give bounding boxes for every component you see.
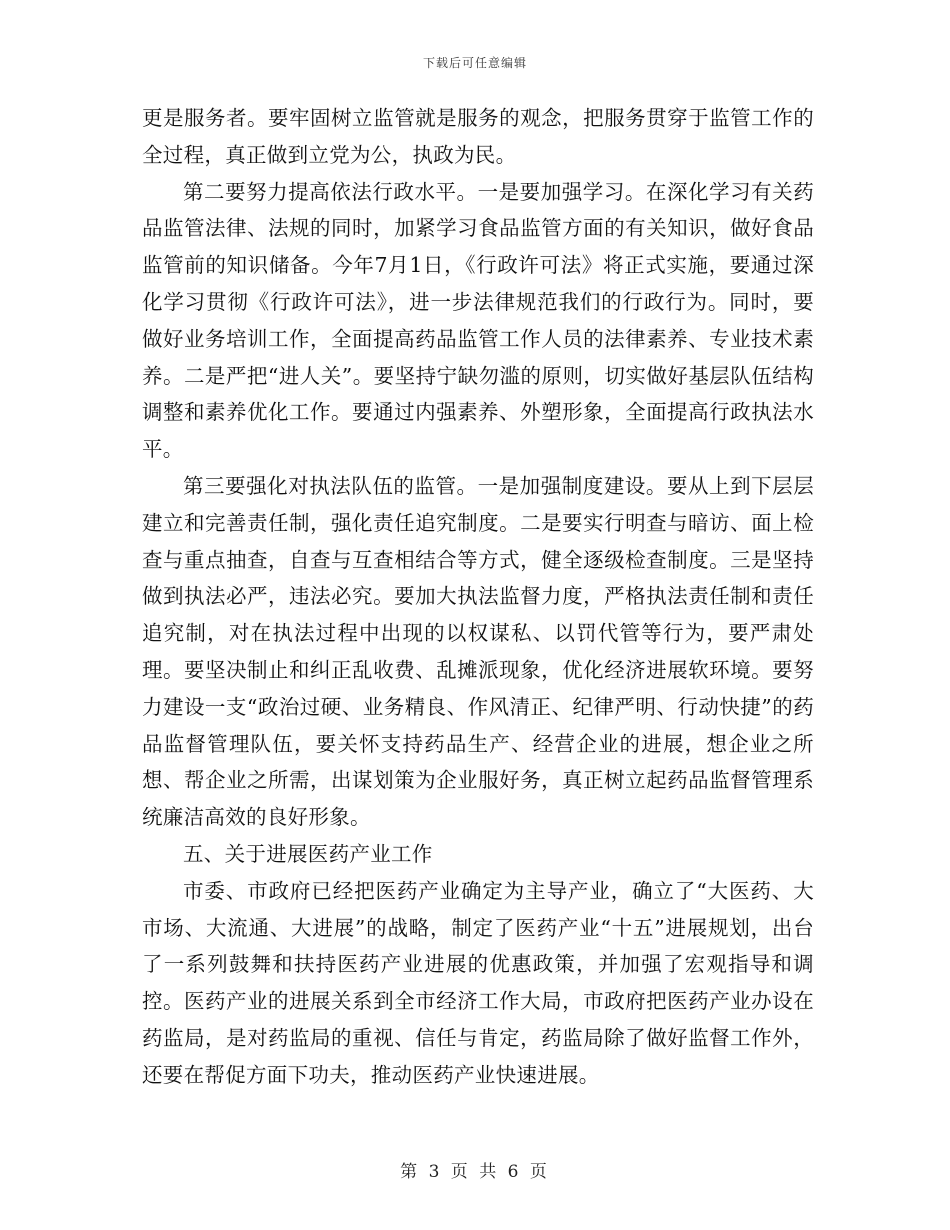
paragraph-1: 更是服务者。要牢固树立监管就是服务的观念，把服务贯穿于监管工作的全过程，真正做到立党为公，执政为民。 bbox=[142, 106, 814, 167]
page-number: 第 3 页 共 6 页 bbox=[400, 1162, 550, 1182]
document-body bbox=[142, 100, 814, 1094]
paragraph-4: 市委、市政府已经把医药产业确定为主导产业，确立了“大医药、大市场、大流通、大进展”的战略，制定了医药产业“十五”进展规划，出台了一系列鼓舞和扶持医药产业进展的优惠政策，并加强了宏观指导和调控。医药产业的进展关系到全市经济工作大局，市政府把医药产业办设在药监局，是对药监局的重视、信任与肯定，药监局除了做好监督工作外，还要在帮促方面下功夫，推动医药产业快速进展。 bbox=[142, 878, 814, 1087]
paragraph-3: 第三要强化对执法队伍的监管。一是加强制度建设。要从上到下层层建立和完善责任制，强化责任追究制度。二是要实行明查与暗访、面上检查与重点抽查，自查与互查相结合等方式，健全逐级检查制度。三是坚持做到执法必严，违法必究。要加大执法监督力度，严格执法责任制和责任追究制，对在执法过程中出现的以权谋私、以罚代管等行为，要严肃处理。要坚决制止和纠正乱收费、乱摊派现象，优化经济进展软环境。要努力建设一支“政治过硬、业务精良、作风清正、纪律严明、行动快捷”的药品监督管理队伍，要关怀支持药品生产、经营企业的进展，想企业之所想、帮企业之所需，出谋划策为企业服好务，真正树立起药品监督管理系统廉洁高效的良好形象。 bbox=[142, 473, 814, 830]
page-header: 下载后可任意编辑 bbox=[422, 56, 527, 70]
paragraph-2: 第二要努力提高依法行政水平。一是要加强学习。在深化学习有关药品监管法律、法规的同时，加紧学习食品监管方面的有关知识，做好食品监管前的知识储备。今年7月1日，《行政许可法》将正式实施，要通过深化学习贯彻《行政许可法》，进一步法律规范我们的行政行为。同时，要做好业务培训工作，全面提高药品监管工作人员的法律素养、专业技术素养。二是严把“进人关”。要坚持宁缺勿滥的原则，切实做好基层队伍结构调整和素养优化工作。要通过内强素养、外塑形象，全面提高行政执法水平。 bbox=[142, 179, 814, 462]
section-heading: 五、关于进展医药产业工作 bbox=[183, 841, 433, 866]
